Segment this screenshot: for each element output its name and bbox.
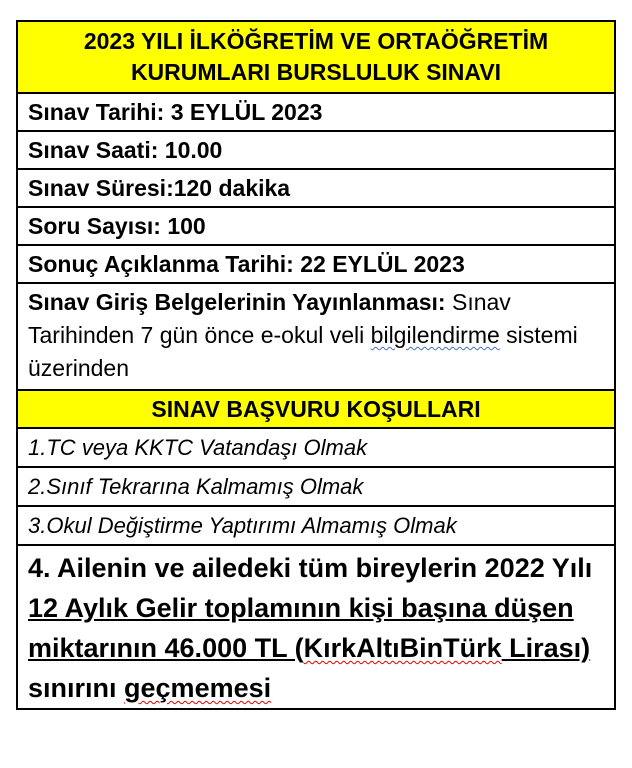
entry-documents-row: Sınav Giriş Belgelerinin Yayınlanması: Sınav Tarihinden 7 gün önce e-okul veli bilgilendirme sistemi üzerinden — [18, 284, 614, 391]
exam-date-row: Sınav Tarihi: 3 EYLÜL 2023 — [18, 94, 614, 132]
condition-income-item: 4. Ailenin ve ailedeki tüm bireylerin 2022 Yılı 12 Aylık Gelir toplamının kişi başına düşen miktarının 46.000 TL (KırkAltıBinTürk Lirası) sınırını geçmemesi — [28, 553, 593, 703]
exam-time-row: Sınav Saati: 10.00 — [18, 132, 614, 170]
condition-item: 3.Okul Değiştirme Yaptırımı Almamış Olmak — [18, 507, 614, 546]
spellcheck-word: geçmemesi — [124, 673, 272, 703]
bursluluk-info-table — [16, 20, 616, 710]
condition-item: 2.Sınıf Tekrarına Kalmamış Olmak — [18, 468, 614, 507]
results-date-row: Sonuç Açıklanma Tarihi: 22 EYLÜL 2023 — [18, 246, 614, 284]
exam-title-line1: 2023 YILI İLKÖĞRETİM VE ORTAÖĞRETİM — [83, 28, 549, 54]
entry-documents-label: Sınav Giriş Belgelerinin Yayınlanması: — [28, 289, 446, 315]
condition-item: 1.TC veya KKTC Vatandaşı Olmak — [18, 429, 614, 468]
conditions-header: SINAV BAŞVURU KOŞULLARI — [18, 391, 614, 429]
spellcheck-word: bilgilendirme — [370, 322, 500, 348]
spellcheck-word: KırkAltıBinTürk — [303, 633, 502, 663]
exam-duration-row: Sınav Süresi:120 dakika — [18, 170, 614, 208]
exam-title-header — [18, 22, 614, 94]
exam-title-line2: KURUMLARI BURSLULUK SINAVI — [130, 59, 502, 85]
question-count-row: Soru Sayısı: 100 — [18, 208, 614, 246]
